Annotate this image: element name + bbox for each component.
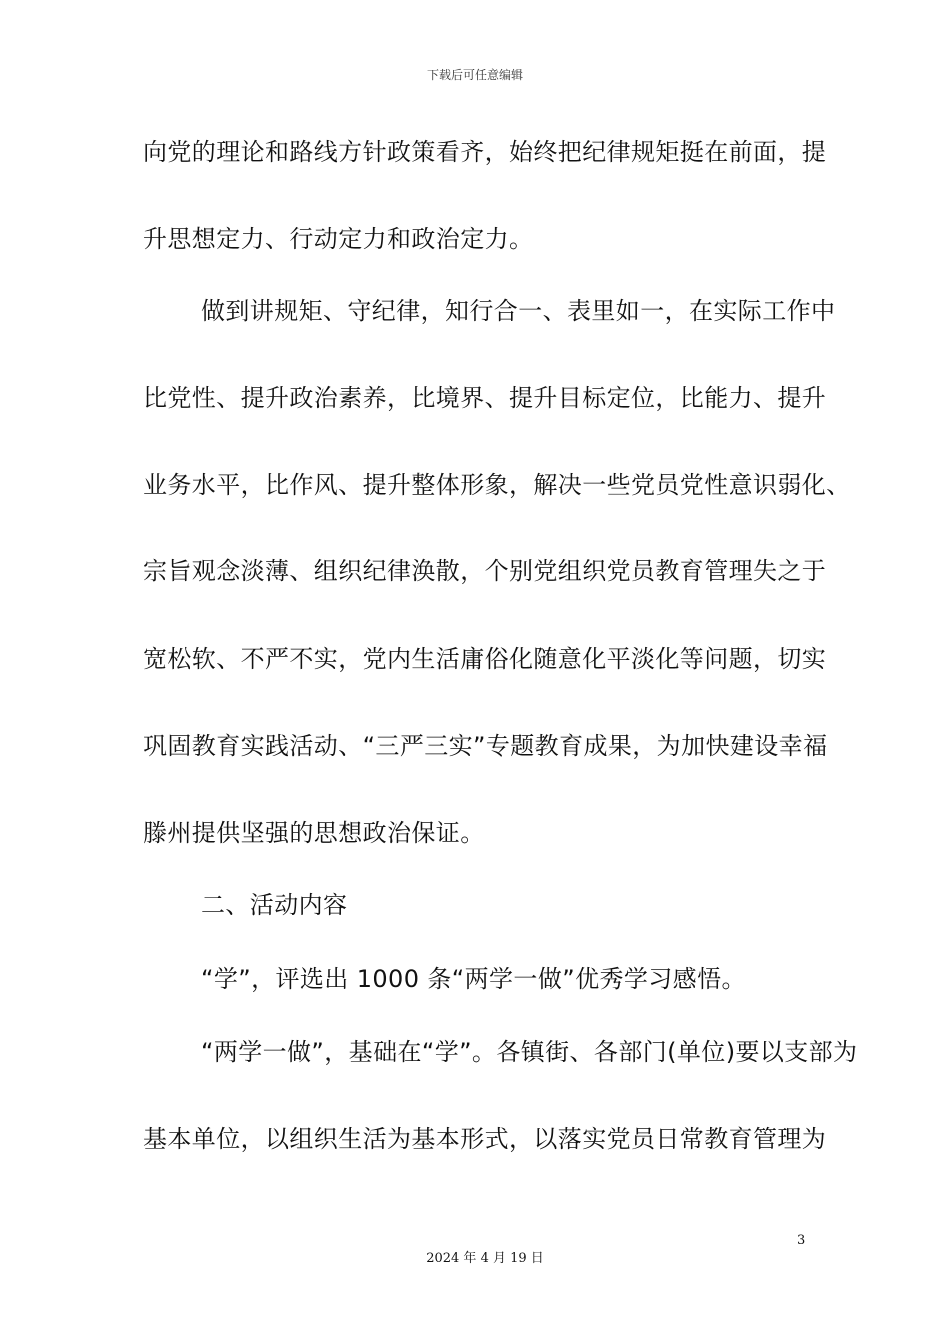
body-line-13: 基本单位，以组织生活为基本形式，以落实党员日常教育管理为 (143, 1125, 827, 1153)
body-line-11: “学”，评选出 1000 条“两学一做”优秀学习感悟。 (201, 965, 746, 993)
body-line-8: 巩固教育实践活动、“三严三实”专题教育成果，为加快建设幸福 (143, 732, 828, 760)
body-line-7: 宽松软、不严不实，党内生活庸俗化随意化平淡化等问题，切实 (143, 645, 827, 673)
body-line-3: 做到讲规矩、守纪律，知行合一、表里如一，在实际工作中 (201, 297, 836, 325)
body-line-1: 向党的理论和路线方针政策看齐，始终把纪律规矩挺在前面，提 (143, 138, 827, 166)
body-line-6: 宗旨观念淡薄、组织纪律涣散，个别党组织党员教育管理失之于 (143, 557, 827, 585)
body-line-5: 业务水平，比作风、提升整体形象，解决一些党员党性意识弱化、 (143, 471, 851, 499)
page-number: 3 (797, 1233, 806, 1248)
body-line-2: 升思想定力、行动定力和政治定力。 (143, 225, 534, 253)
body-line-12: “两学一做”，基础在“学”。各镇街、各部门(单位)要以支部为 (201, 1038, 858, 1066)
page-header: 下载后可任意编辑 (426, 68, 523, 82)
footer-date: 2024 年 4 月 19 日 (426, 1251, 544, 1266)
body-line-9: 滕州提供坚强的思想政治保证。 (143, 819, 485, 847)
body-line-4: 比党性、提升政治素养，比境界、提升目标定位，比能力、提升 (143, 384, 827, 412)
section-heading: 二、活动内容 (201, 891, 348, 919)
